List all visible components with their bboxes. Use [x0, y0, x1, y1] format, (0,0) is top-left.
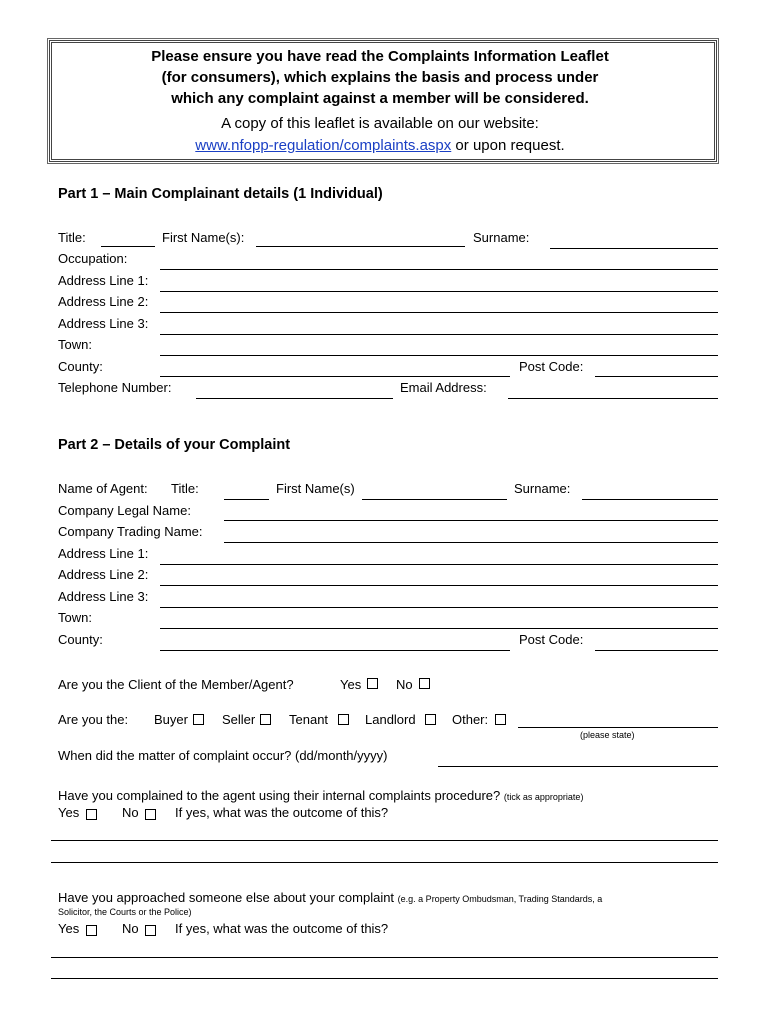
p1-address1-label: Address Line 1: [58, 273, 149, 288]
p2-surname-field[interactable] [582, 499, 718, 500]
client-question: Are you the Client of the Member/Agent? [58, 677, 294, 692]
p2-company-legal-label: Company Legal Name: [58, 503, 191, 518]
p2-title-label: Title: [171, 481, 199, 496]
tick-note: (tick as appropriate) [503, 792, 584, 802]
p2-address3-field[interactable] [160, 607, 718, 608]
internal-no-label: No [122, 805, 139, 820]
p2-company-legal-field[interactable] [224, 520, 718, 521]
p1-town-field[interactable] [160, 355, 718, 356]
p1-address2-label: Address Line 2: [58, 294, 149, 309]
p1-email-field[interactable] [508, 398, 718, 399]
p1-postcode-field[interactable] [595, 376, 718, 377]
p1-telephone-label: Telephone Number: [58, 380, 172, 395]
approached-note-1: (e.g. a Property Ombudsman, Trading Standards, a [397, 894, 603, 904]
approached-question-text: Have you approached someone else about your complaint [58, 890, 395, 905]
p2-postcode-field[interactable] [595, 650, 718, 651]
notice-line-5 [55, 137, 705, 154]
approached-outcome-line-1[interactable] [51, 957, 718, 958]
p2-town-field[interactable] [160, 628, 718, 629]
p2-county-label: County: [58, 632, 103, 647]
p1-surname-label: Surname: [473, 230, 530, 245]
notice-link-suffix: or upon request. [451, 137, 565, 154]
approached-outcome-line-2[interactable] [51, 978, 718, 979]
p2-address3-label: Address Line 3: [58, 589, 149, 604]
internal-question-text: Have you complained to the agent using their internal complaints procedure? [58, 788, 501, 803]
internal-no-checkbox[interactable] [145, 809, 156, 820]
p1-occupation-label: Occupation: [58, 251, 128, 266]
notice-line-4: A copy of this leaflet is available on our website: [221, 115, 539, 132]
approached-yes-checkbox[interactable] [86, 925, 97, 936]
p2-county-field[interactable] [160, 650, 510, 651]
approached-yes-label: Yes [58, 921, 80, 936]
notice-line-1: Please ensure you have read the Complaints Information Leaflet [151, 48, 609, 65]
approached-question [58, 890, 602, 905]
p2-address1-label: Address Line 1: [58, 546, 149, 561]
p2-address1-field[interactable] [160, 564, 718, 565]
p2-address2-label: Address Line 2: [58, 567, 149, 582]
role-seller-checkbox[interactable] [260, 714, 271, 725]
please-state-note: (please state) [580, 730, 635, 740]
when-field[interactable] [438, 766, 718, 767]
p1-postcode-label: Post Code: [519, 359, 584, 374]
role-buyer-label: Buyer [154, 712, 188, 727]
p2-company-trading-field[interactable] [224, 542, 718, 543]
client-yes-checkbox[interactable] [367, 678, 378, 689]
p2-title-field[interactable] [224, 499, 269, 500]
p1-address3-label: Address Line 3: [58, 316, 149, 331]
client-yes-label: Yes [340, 677, 362, 692]
p2-firstname-field[interactable] [362, 499, 507, 500]
p1-county-label: County: [58, 359, 103, 374]
p1-title-label: Title: [58, 230, 86, 245]
internal-question [58, 788, 583, 803]
p1-title-field[interactable] [101, 246, 155, 247]
notice-line-3: which any complaint against a member will be considered. [171, 90, 589, 107]
p2-postcode-label: Post Code: [519, 632, 584, 647]
internal-outcome-line-1[interactable] [51, 840, 718, 841]
approached-note-2: Solicitor, the Courts or the Police) [58, 907, 192, 917]
p1-address1-field[interactable] [160, 291, 718, 292]
internal-outcome-line-2[interactable] [51, 862, 718, 863]
part2-heading: Part 2 – Details of your Complaint [58, 437, 291, 453]
role-other-label: Other: [452, 712, 489, 727]
p2-address2-field[interactable] [160, 585, 718, 586]
p1-county-field[interactable] [160, 376, 510, 377]
role-other-checkbox[interactable] [495, 714, 506, 725]
notice-line-2: (for consumers), which explains the basis and process under [161, 69, 599, 86]
approached-no-label: No [122, 921, 139, 936]
role-landlord-checkbox[interactable] [425, 714, 436, 725]
p1-address3-field[interactable] [160, 334, 718, 335]
role-landlord-label: Landlord [365, 712, 416, 727]
p2-town-label: Town: [58, 610, 92, 625]
when-question: When did the matter of complaint occur? (dd/month/yyyy) [58, 748, 388, 763]
role-tenant-checkbox[interactable] [338, 714, 349, 725]
role-buyer-checkbox[interactable] [193, 714, 204, 725]
role-tenant-label: Tenant [289, 712, 329, 727]
approached-no-checkbox[interactable] [145, 925, 156, 936]
approached-outcome-label: If yes, what was the outcome of this? [175, 921, 389, 936]
p1-firstname-label: First Name(s): [162, 230, 245, 245]
p1-telephone-field[interactable] [196, 398, 393, 399]
p1-town-label: Town: [58, 337, 92, 352]
internal-yes-checkbox[interactable] [86, 809, 97, 820]
role-seller-label: Seller [222, 712, 256, 727]
leaflet-link[interactable]: www.nfopp-regulation/complaints.aspx [195, 137, 452, 154]
p1-firstname-field[interactable] [256, 246, 465, 247]
client-no-checkbox[interactable] [419, 678, 430, 689]
p1-email-label: Email Address: [400, 380, 487, 395]
p2-company-trading-label: Company Trading Name: [58, 524, 203, 539]
role-question: Are you the: [58, 712, 129, 727]
p2-firstname-label: First Name(s) [276, 481, 355, 496]
part1-heading: Part 1 – Main Complainant details (1 Individual) [58, 186, 383, 202]
p1-occupation-field[interactable] [160, 269, 718, 270]
p1-address2-field[interactable] [160, 312, 718, 313]
internal-outcome-label: If yes, what was the outcome of this? [175, 805, 389, 820]
p2-surname-label: Surname: [514, 481, 571, 496]
p2-agent-label: Name of Agent: [58, 481, 148, 496]
p1-surname-field[interactable] [550, 248, 718, 249]
internal-yes-label: Yes [58, 805, 80, 820]
client-no-label: No [396, 677, 413, 692]
role-other-field[interactable] [518, 727, 718, 728]
